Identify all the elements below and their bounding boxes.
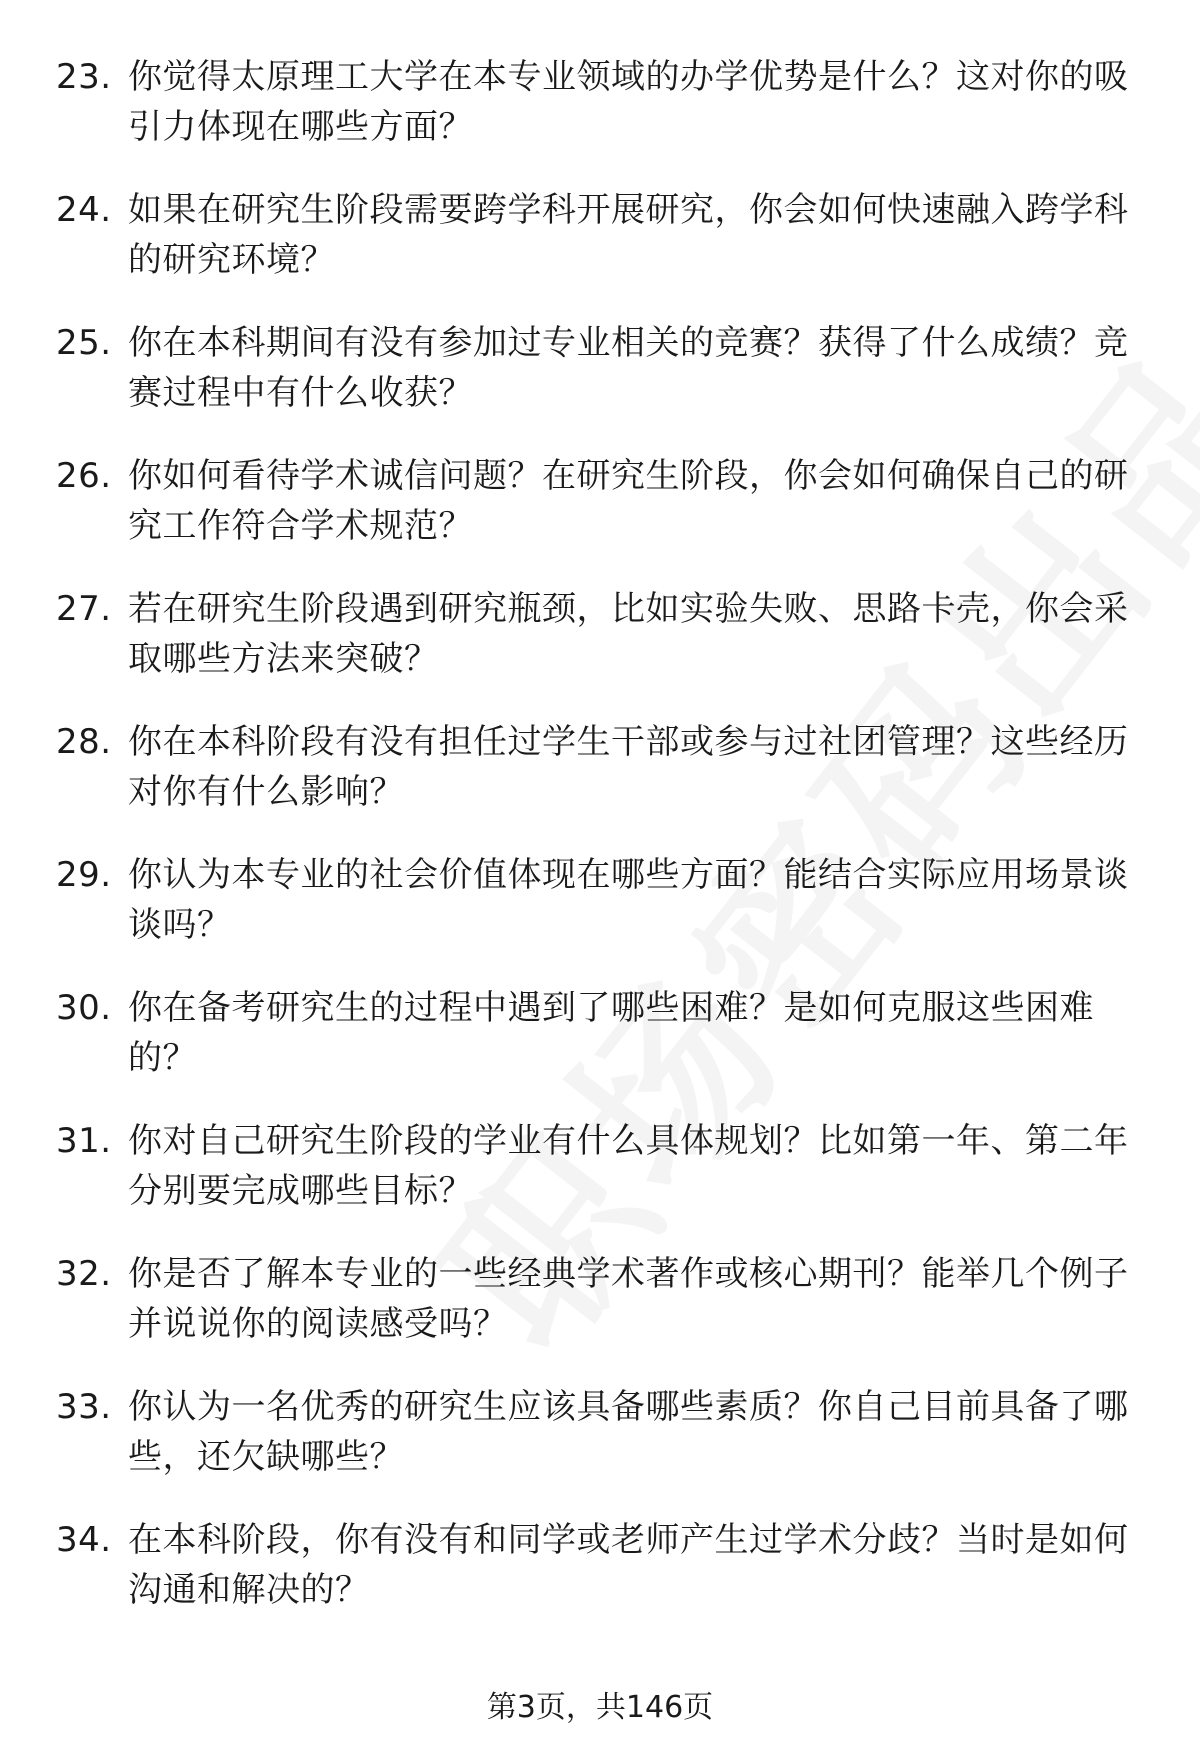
list-item — [0, 850, 1200, 950]
list-item — [0, 1515, 1200, 1615]
list-item — [0, 1382, 1200, 1482]
question-text: 你觉得太原理工大学在本专业领域的办学优势是什么？这对你的吸引力体现在哪些方面？ — [128, 57, 1129, 147]
question-number: 34. — [56, 1520, 112, 1560]
question-list — [0, 52, 1200, 1648]
question-text: 你在本科阶段有没有担任过学生干部或参与过社团管理？这些经历对你有什么影响？ — [128, 722, 1129, 812]
question-number: 25. — [56, 323, 112, 363]
list-item — [0, 451, 1200, 551]
list-item — [0, 983, 1200, 1083]
list-item — [0, 185, 1200, 285]
question-number: 31. — [56, 1121, 112, 1161]
question-number: 26. — [56, 456, 112, 496]
list-item — [0, 52, 1200, 152]
question-number: 32. — [56, 1254, 112, 1294]
question-number: 33. — [56, 1387, 112, 1427]
list-item — [0, 584, 1200, 684]
list-item — [0, 1116, 1200, 1216]
question-number: 23. — [56, 57, 112, 97]
page-number-label: 第3页，共146页 — [486, 1690, 714, 1725]
question-text: 你如何看待学术诚信问题？在研究生阶段，你会如何确保自己的研究工作符合学术规范？ — [128, 456, 1129, 546]
question-text: 若在研究生阶段遇到研究瓶颈，比如实验失败、思路卡壳，你会采取哪些方法来突破？ — [128, 589, 1129, 679]
question-number: 27. — [56, 589, 112, 629]
question-text: 你认为本专业的社会价值体现在哪些方面？能结合实际应用场景谈谈吗？ — [128, 855, 1129, 945]
question-number: 24. — [56, 190, 112, 230]
question-number: 29. — [56, 855, 112, 895]
question-text: 在本科阶段，你有没有和同学或老师产生过学术分歧？当时是如何沟通和解决的？ — [128, 1520, 1129, 1610]
question-text: 如果在研究生阶段需要跨学科开展研究，你会如何快速融入跨学科的研究环境？ — [128, 190, 1129, 280]
list-item — [0, 717, 1200, 817]
question-text: 你在本科期间有没有参加过专业相关的竞赛？获得了什么成绩？竞赛过程中有什么收获？ — [128, 323, 1129, 413]
list-item — [0, 318, 1200, 418]
question-text: 你在备考研究生的过程中遇到了哪些困难？是如何克服这些困难的？ — [128, 988, 1094, 1078]
question-text: 你认为一名优秀的研究生应该具备哪些素质？你自己目前具备了哪些，还欠缺哪些？ — [128, 1387, 1129, 1477]
question-number: 30. — [56, 988, 112, 1028]
question-number: 28. — [56, 722, 112, 762]
page-footer — [0, 1688, 1200, 1728]
question-text: 你是否了解本专业的一些经典学术著作或核心期刊？能举几个例子并说说你的阅读感受吗？ — [128, 1254, 1129, 1344]
question-text: 你对自己研究生阶段的学业有什么具体规划？比如第一年、第二年分别要完成哪些目标？ — [128, 1121, 1129, 1211]
list-item — [0, 1249, 1200, 1349]
